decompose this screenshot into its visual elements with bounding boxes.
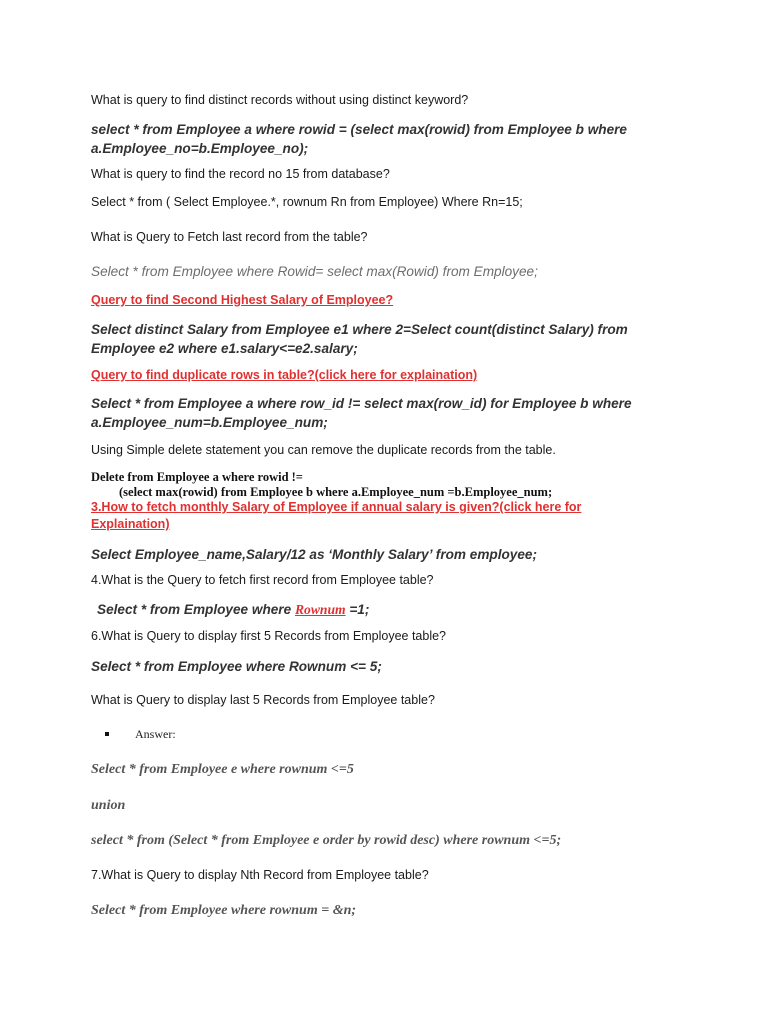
answer-last-5-line-1: Select * from Employee e where rownum <=5: [91, 762, 354, 777]
answer-last-5-union: union: [91, 798, 126, 813]
answer-nth-record: Select * from Employee where rownum = &n;: [91, 903, 357, 918]
link-monthly-salary-explaination[interactable]: Explaination): [91, 517, 170, 531]
question-record-15: What is query to find the record no 15 from database?: [91, 167, 390, 181]
answer-first-record-start: Select * from Employee where: [97, 602, 295, 617]
question-first-5-records: 6.What is Query to display first 5 Records from Employee table?: [91, 629, 447, 643]
answer-record-15: Select * from ( Select Employee.*, rownum Rn from Employee) Where Rn=15;: [91, 195, 523, 209]
code-delete-line-1: Delete from Employee a where rowid !=: [91, 470, 303, 484]
rownum-link[interactable]: Rownum: [294, 602, 346, 617]
question-last-record: What is Query to Fetch last record from the table?: [91, 230, 368, 244]
link-monthly-salary[interactable]: 3.How to fetch monthly Salary of Employee if annual salary is given?(click here for: [91, 500, 582, 514]
question-nth-record: 7.What is Query to display Nth Record from Employee table?: [91, 868, 429, 882]
text-delete-duplicates: Using Simple delete statement you can remove the duplicate records from the table.: [91, 443, 556, 457]
link-second-highest-salary[interactable]: Query to find Second Highest Salary of Employee?: [91, 293, 394, 307]
answer-first-5-records: Select * from Employee where Rownum <= 5;: [91, 659, 382, 674]
answer-last-5-line-2: select * from (Select * from Employee e order by rowid desc) where rownum <=5;: [91, 833, 562, 848]
code-delete-line-2: (select max(rowid) from Employee b where a.Employee_num =b.Employee_num;: [119, 485, 553, 499]
answer-label: Answer:: [135, 727, 176, 741]
link-duplicate-rows[interactable]: Query to find duplicate rows in table?(click here for explaination): [91, 368, 478, 382]
answer-last-record: Select * from Employee where Rowid= select max(Rowid) from Employee;: [91, 264, 538, 279]
answer-monthly-salary: Select Employee_name,Salary/12 as ‘Monthly Salary’ from employee;: [91, 547, 538, 562]
question-distinct-records: What is query to find distinct records without using distinct keyword?: [91, 93, 469, 107]
answer-distinct-records: select * from Employee a where rowid = (select max(rowid) from Employee b where a.Employee_no=b.Employee_no);: [91, 122, 627, 156]
bullet-icon: [105, 732, 109, 736]
question-last-5-records: What is Query to display last 5 Records from Employee table?: [91, 693, 435, 707]
answer-duplicate-rows: Select * from Employee a where row_id != select max(row_id) for Employee b where a.Employee_num=b.Employee_num;: [91, 396, 632, 430]
answer-first-record-end: =1;: [345, 602, 370, 617]
question-first-record: 4.What is the Query to fetch first record from Employee table?: [91, 573, 434, 587]
answer-second-highest-salary: Select distinct Salary from Employee e1 where 2=Select count(distinct Salary) from Employee e2 where e1.salary<=e2.salary;: [91, 322, 628, 356]
answer-first-record: [97, 600, 687, 619]
